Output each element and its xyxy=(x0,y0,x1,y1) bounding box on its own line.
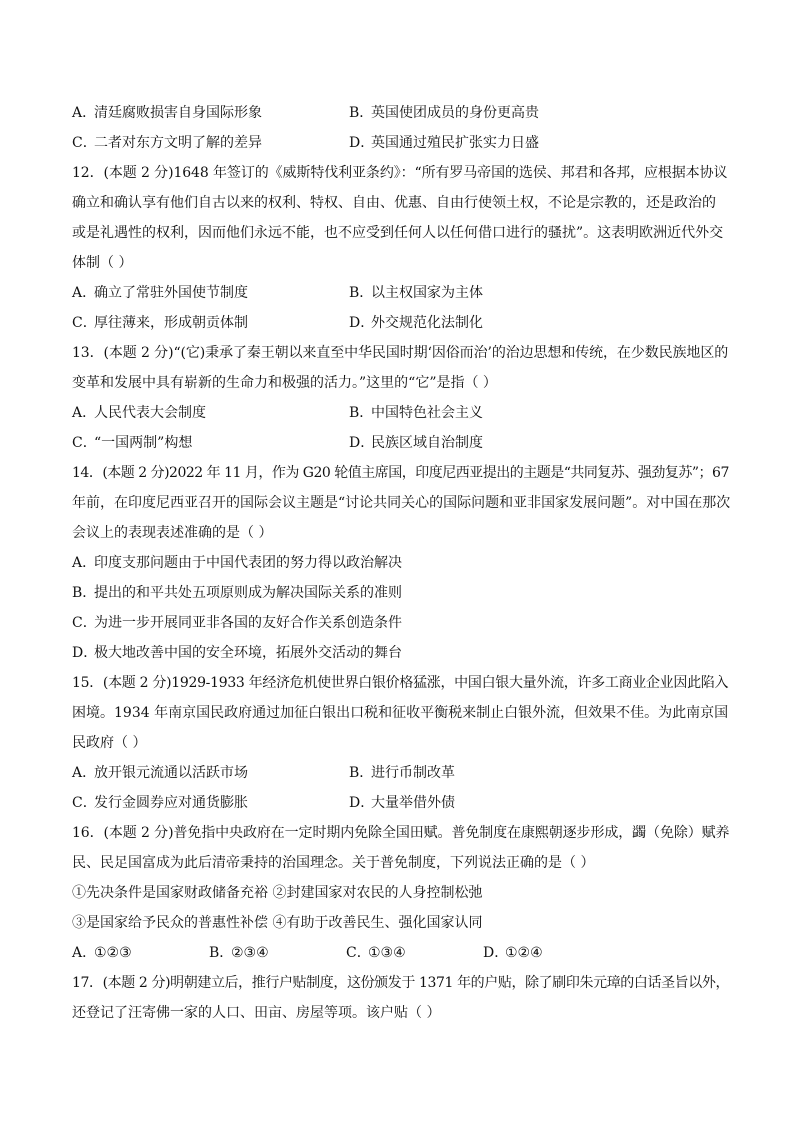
question-17 xyxy=(72,968,732,1028)
q12-options-row-2 xyxy=(72,308,732,338)
q12-options-row-1 xyxy=(72,278,732,308)
q16-statement-line-2: ③是国家给予民众的普惠性补偿 ④有助于改善民生、强化国家认同 xyxy=(72,915,483,931)
q14-stem-line-3: 会议上的表现表述准确的是（ ） xyxy=(72,525,273,541)
q16-statement-line-1: ①先决条件是国家财政储备充裕 ②封建国家对农民的人身控制松弛 xyxy=(72,885,483,901)
q15-option-b: B．进行币制改革 xyxy=(349,765,455,781)
q11-option-d: D．英国通过殖民扩张实力日盛 xyxy=(349,135,539,151)
q13-option-b: B．中国特色社会主义 xyxy=(349,405,483,421)
q12-stem-line-4: 体制（ ） xyxy=(72,255,133,271)
question-12 xyxy=(72,158,732,338)
q16-stem-line-2: 民、民足国富成为此后清帝秉持的治国理念。关于普免制度，下列说法正确的是（ ） xyxy=(72,855,595,871)
q16-option-a: A．①②③ xyxy=(72,945,132,961)
q11-option-c: C．二者对东方文明了解的差异 xyxy=(72,135,262,151)
q17-stem-line-1: 17．(本题 2 分)明朝建立后，推行户贴制度，这份颁发于 1371 年的户贴，除了刷印朱元璋的白话圣旨以外， xyxy=(72,975,730,991)
q15-options-row-2 xyxy=(72,788,732,818)
q15-option-d: D．大量举借外债 xyxy=(349,795,455,811)
q12-option-a: A．确立了常驻外国使节制度 xyxy=(72,285,248,301)
q17-stem-line-2: 还登记了汪寄佛一家的人口、田亩、房屋等项。该户贴（ ） xyxy=(72,1005,441,1021)
q15-option-c: C．发行金圆券应对通货膨胀 xyxy=(72,795,248,811)
q15-options-row-1 xyxy=(72,758,732,788)
q11-options-row-1 xyxy=(72,98,732,128)
question-13 xyxy=(72,338,732,458)
q16-option-b: B．②③④ xyxy=(209,945,269,961)
q11-option-a: A．清廷腐败损害自身国际形象 xyxy=(72,105,262,121)
q14-option-b: B．提出的和平共处五项原则成为解决国际关系的准则 xyxy=(72,585,402,601)
exam-page xyxy=(72,98,732,1028)
q13-option-d: D．民族区域自治制度 xyxy=(349,435,483,451)
q12-option-b: B．以主权国家为主体 xyxy=(349,285,483,301)
q16-stem-line-1: 16．(本题 2 分)普免指中央政府在一定时期内免除全国田赋。普免制度在康熙朝逐步形成，蠲（免除）赋养 xyxy=(72,825,730,841)
q15-stem-line-1: 15．(本题 2 分)1929-1933 年经济危机使世界白银价格猛涨，中国白银大量外流，许多工商业企业因此陷入 xyxy=(72,675,729,691)
q14-option-d: D．极大地改善中国的安全环境，拓展外交活动的舞台 xyxy=(72,645,402,661)
q12-stem-line-3: 或是礼遇性的权利，因而他们永远不能，也不应受到任何人以任何借口进行的骚扰”。这表明欧洲近代外交 xyxy=(72,225,724,241)
q13-stem-line-2: 变革和发展中具有崭新的生命力和极强的活力。”这里的“它”是指（ ） xyxy=(72,375,497,391)
q16-option-d: D．①②④ xyxy=(483,945,543,961)
q13-option-a: A．人民代表大会制度 xyxy=(72,405,206,421)
question-15 xyxy=(72,668,732,818)
q15-stem-line-3: 民政府（ ） xyxy=(72,735,147,751)
q14-option-a: A．印度支那问题由于中国代表团的努力得以政治解决 xyxy=(72,555,402,571)
q16-options-row xyxy=(72,938,732,968)
q15-option-a: A．放开银元流通以活跃市场 xyxy=(72,765,248,781)
q14-stem-line-2: 年前，在印度尼西亚召开的国际会议主题是“讨论共同关心的国际问题和亚非国家发展问题”。对中国在那次 xyxy=(72,495,731,511)
q16-option-c: C．①③④ xyxy=(346,945,406,961)
q12-option-d: D．外交规范化法制化 xyxy=(349,315,483,331)
q12-stem-line-2: 确立和确认享有他们自古以来的权利、特权、自由、优惠、自由行使领土权，不论是宗教的，还是政治的 xyxy=(72,195,716,211)
question-16 xyxy=(72,818,732,968)
q11-option-b: B．英国使团成员的身份更高贵 xyxy=(349,105,539,121)
q13-options-row-2 xyxy=(72,428,732,458)
q12-stem-line-1: 12．(本题 2 分)1648 年签订的《威斯特伐利亚条约》：“所有罗马帝国的选侯、邦君和各邦，应根据本协议 xyxy=(72,165,728,181)
q13-stem-line-1: 13．(本题 2 分)“(它)秉承了秦王朝以来直至中华民国时期‘因俗而治’的治边思想和传统，在少数民族地区的 xyxy=(72,345,729,361)
question-14 xyxy=(72,458,732,668)
q12-option-c: C．厚往薄来，形成朝贡体制 xyxy=(72,315,248,331)
q13-options-row-1 xyxy=(72,398,732,428)
q13-option-c: C．“一国两制”构想 xyxy=(72,435,193,451)
q11-options-row-2 xyxy=(72,128,732,158)
q14-option-c: C．为进一步开展同亚非各国的友好合作关系创造条件 xyxy=(72,615,402,631)
q15-stem-line-2: 困境。1934 年南京国民政府通过加征白银出口税和征收平衡税来制止白银外流，但效果不佳。为此南京国 xyxy=(72,705,729,721)
q14-stem-line-1: 14．(本题 2 分)2022 年 11 月，作为 G20 轮值主席国，印度尼西亚提出的主题是“共同复苏、强劲复苏”；67 xyxy=(72,465,729,481)
